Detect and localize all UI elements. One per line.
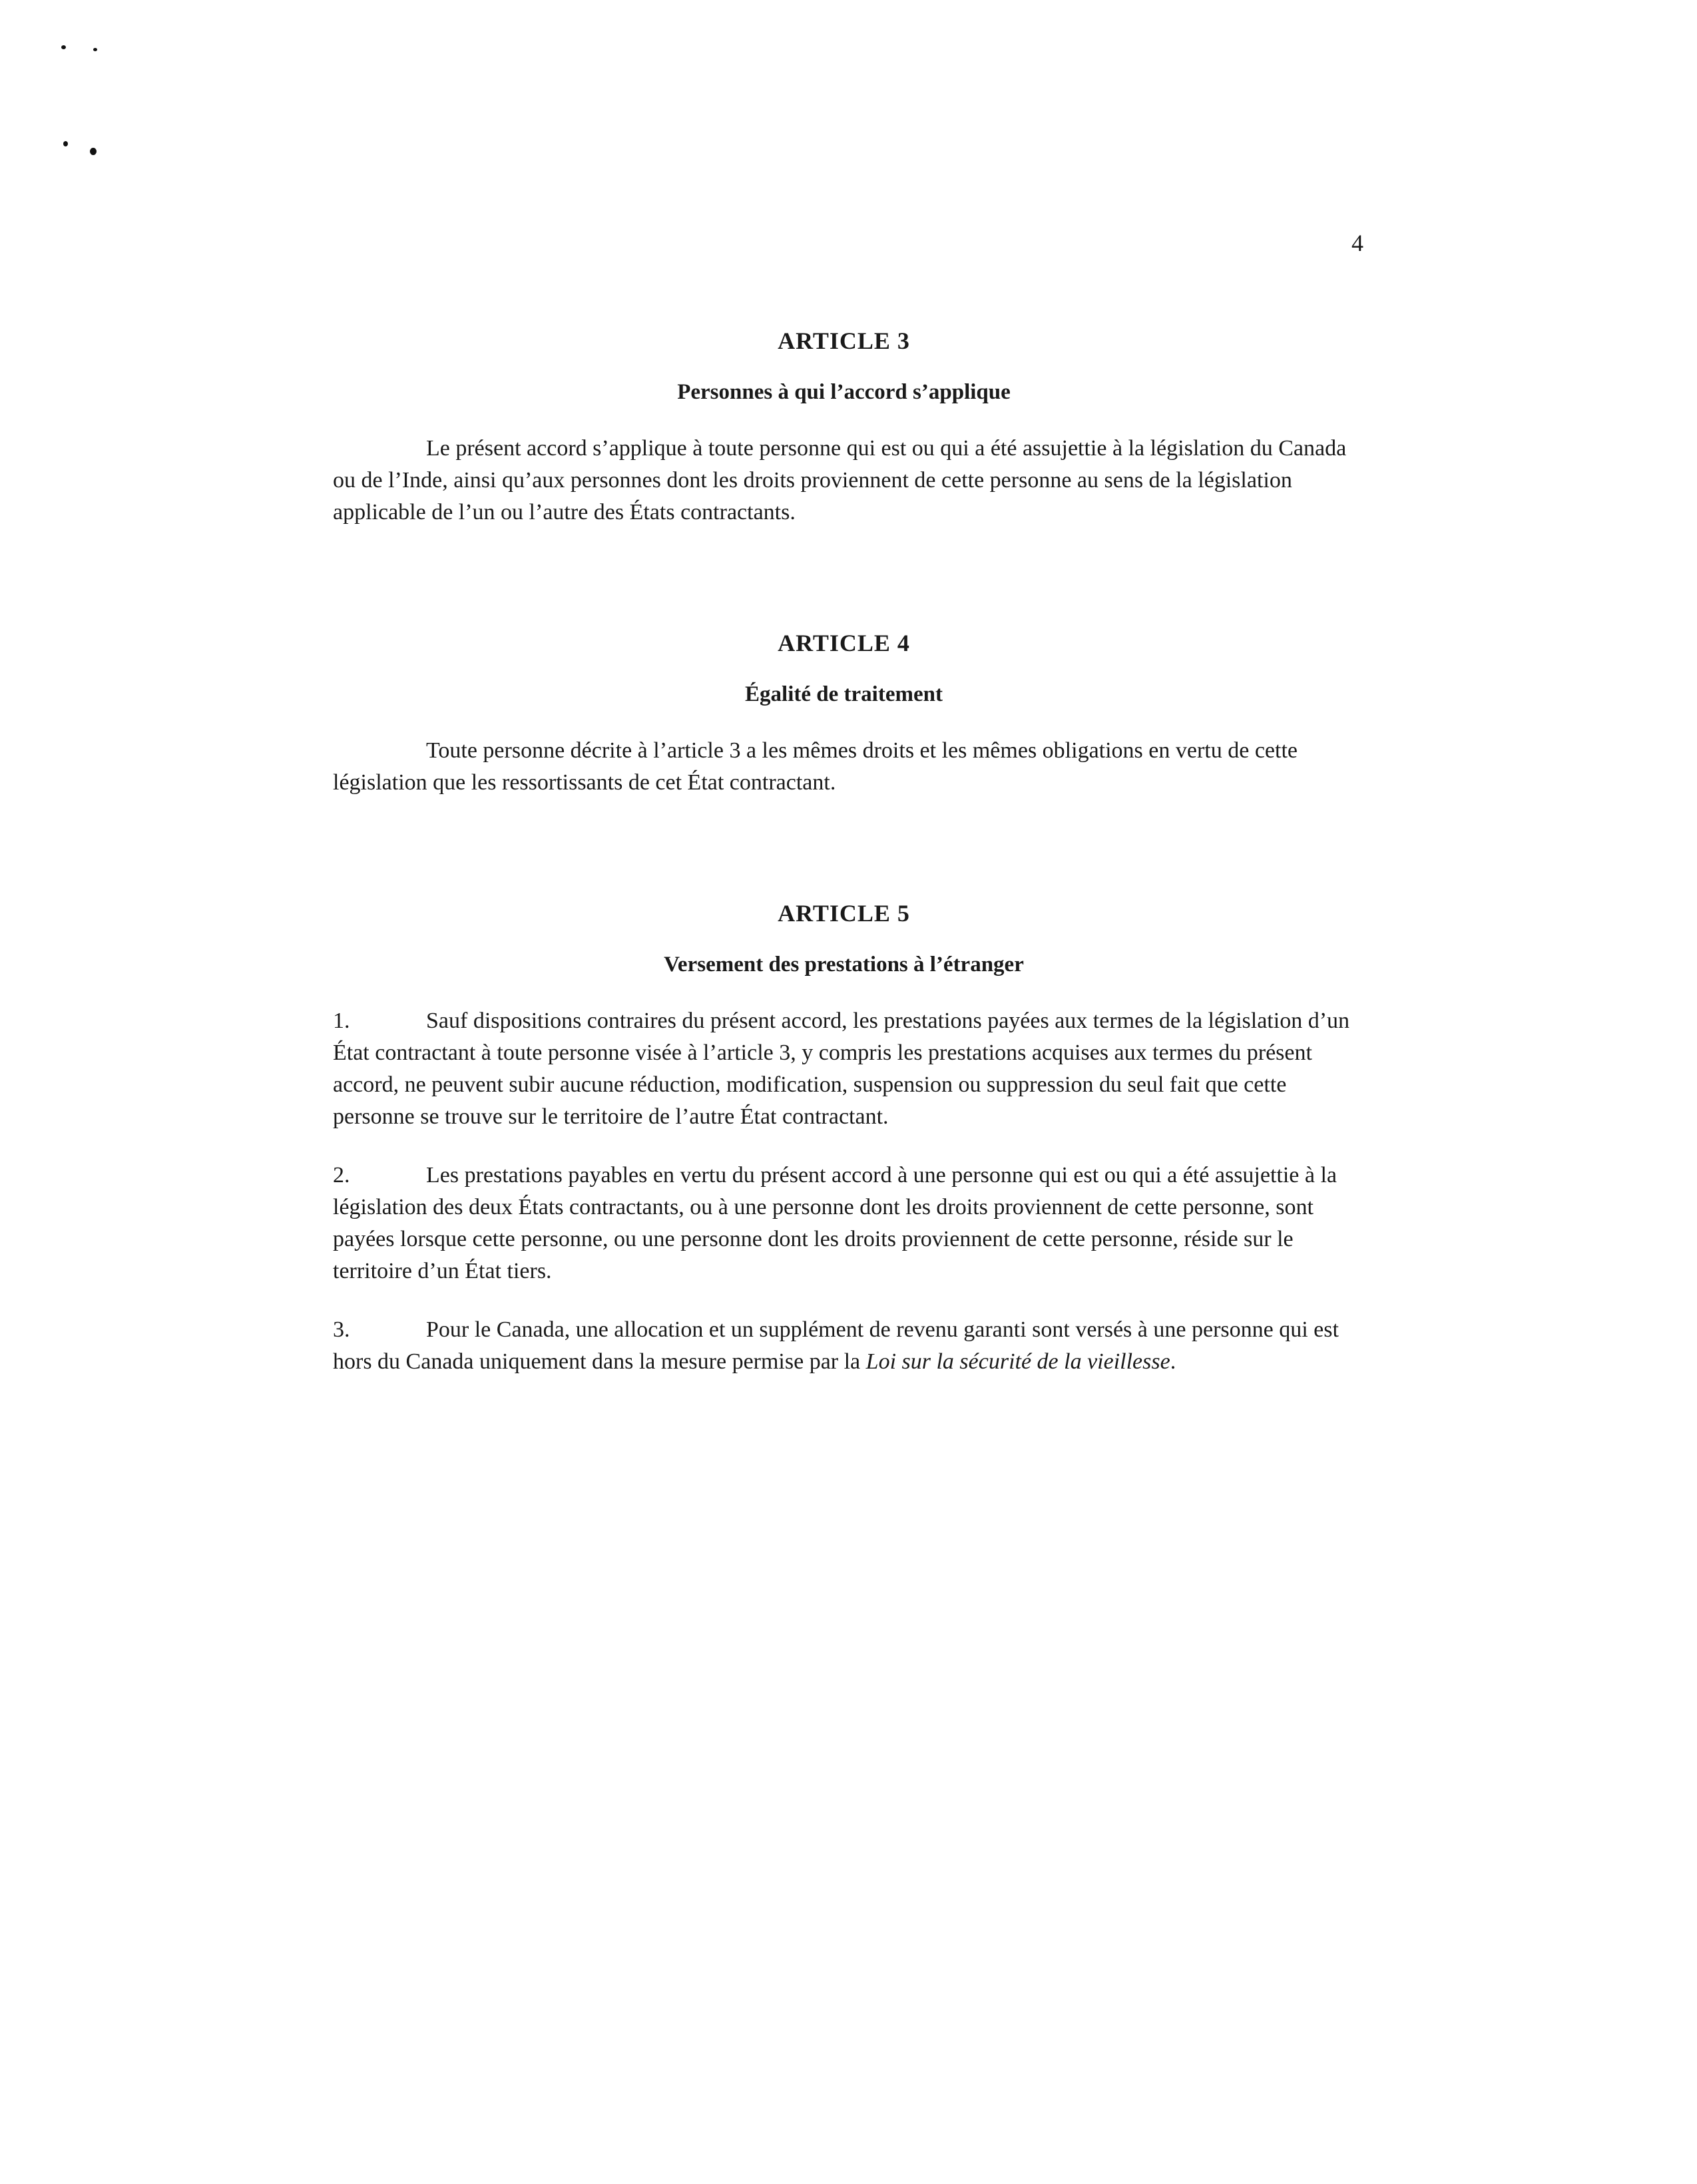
paragraph-text: Les prestations payables en vertu du présent accord à une personne qui est ou qui a été assujettie à la législation des deux États contractants, ou à une personne dont les droits proviennent de cette personne, sont payées lorsque cette personne, ou une personne dont les droits proviennent de cette personne, réside sur le territoire d’un État tiers. [333, 1163, 1337, 1283]
numbered-paragraph-1 [333, 1005, 1355, 1133]
article-heading: ARTICLE 3 [778, 328, 910, 354]
article-title: Personnes à qui l’accord s’applique [677, 380, 1011, 404]
section-gap [333, 529, 1355, 628]
article-5 [333, 899, 1355, 1378]
scan-speck [63, 141, 68, 146]
article-paragraph: Toute personne décrite à l’article 3 a les mêmes droits et les mêmes obligations en vertu de cette législation que les ressortissants de cet État contractant. [333, 738, 1298, 795]
paragraph-text: Sauf dispositions contraires du présent accord, les prestations payées aux termes de la législation d’un État contractant à toute personne visée à l’article 3, y compris les prestations acquises aux termes du présent accord, ne peuvent subir aucune réduction, modification, suspension ou suppression du seul fait que cette personne se trouve sur le territoire de l’autre État contractant. [333, 1008, 1350, 1129]
paragraph-text: Pour le Canada, une allocation et un supplément de revenu garanti sont versés à une personne qui est hors du Canada uniquement dans la mesure permise par la [333, 1317, 1339, 1374]
paragraph-number: 1. [333, 1008, 350, 1033]
article-heading: ARTICLE 4 [778, 630, 910, 656]
paragraph-number: 2. [333, 1163, 350, 1188]
scan-speck [90, 148, 97, 155]
article-paragraph: Le présent accord s’applique à toute personne qui est ou qui a été assujettie à la législation du Canada ou de l’Inde, ainsi qu’aux personnes dont les droits proviennent de cette personne au sens de la législation applicable de l’un ou l’autre des États contractants. [333, 436, 1347, 525]
paragraph-text-end: . [1170, 1349, 1176, 1374]
section-gap [333, 799, 1355, 899]
article-title: Égalité de traitement [745, 682, 943, 706]
numbered-paragraph-3 [333, 1314, 1355, 1378]
numbered-paragraph-2 [333, 1160, 1355, 1287]
article-title: Versement des prestations à l’étranger [664, 953, 1024, 977]
article-3 [333, 326, 1355, 529]
article-4 [333, 628, 1355, 799]
document-body [333, 326, 1355, 1405]
page-number: 4 [1351, 230, 1363, 256]
paragraph-number: 3. [333, 1317, 350, 1342]
law-title: Loi sur la sécurité de la vieillesse [865, 1349, 1170, 1374]
article-heading: ARTICLE 5 [778, 900, 910, 927]
scan-speck [93, 48, 97, 51]
scan-speck [61, 45, 66, 49]
